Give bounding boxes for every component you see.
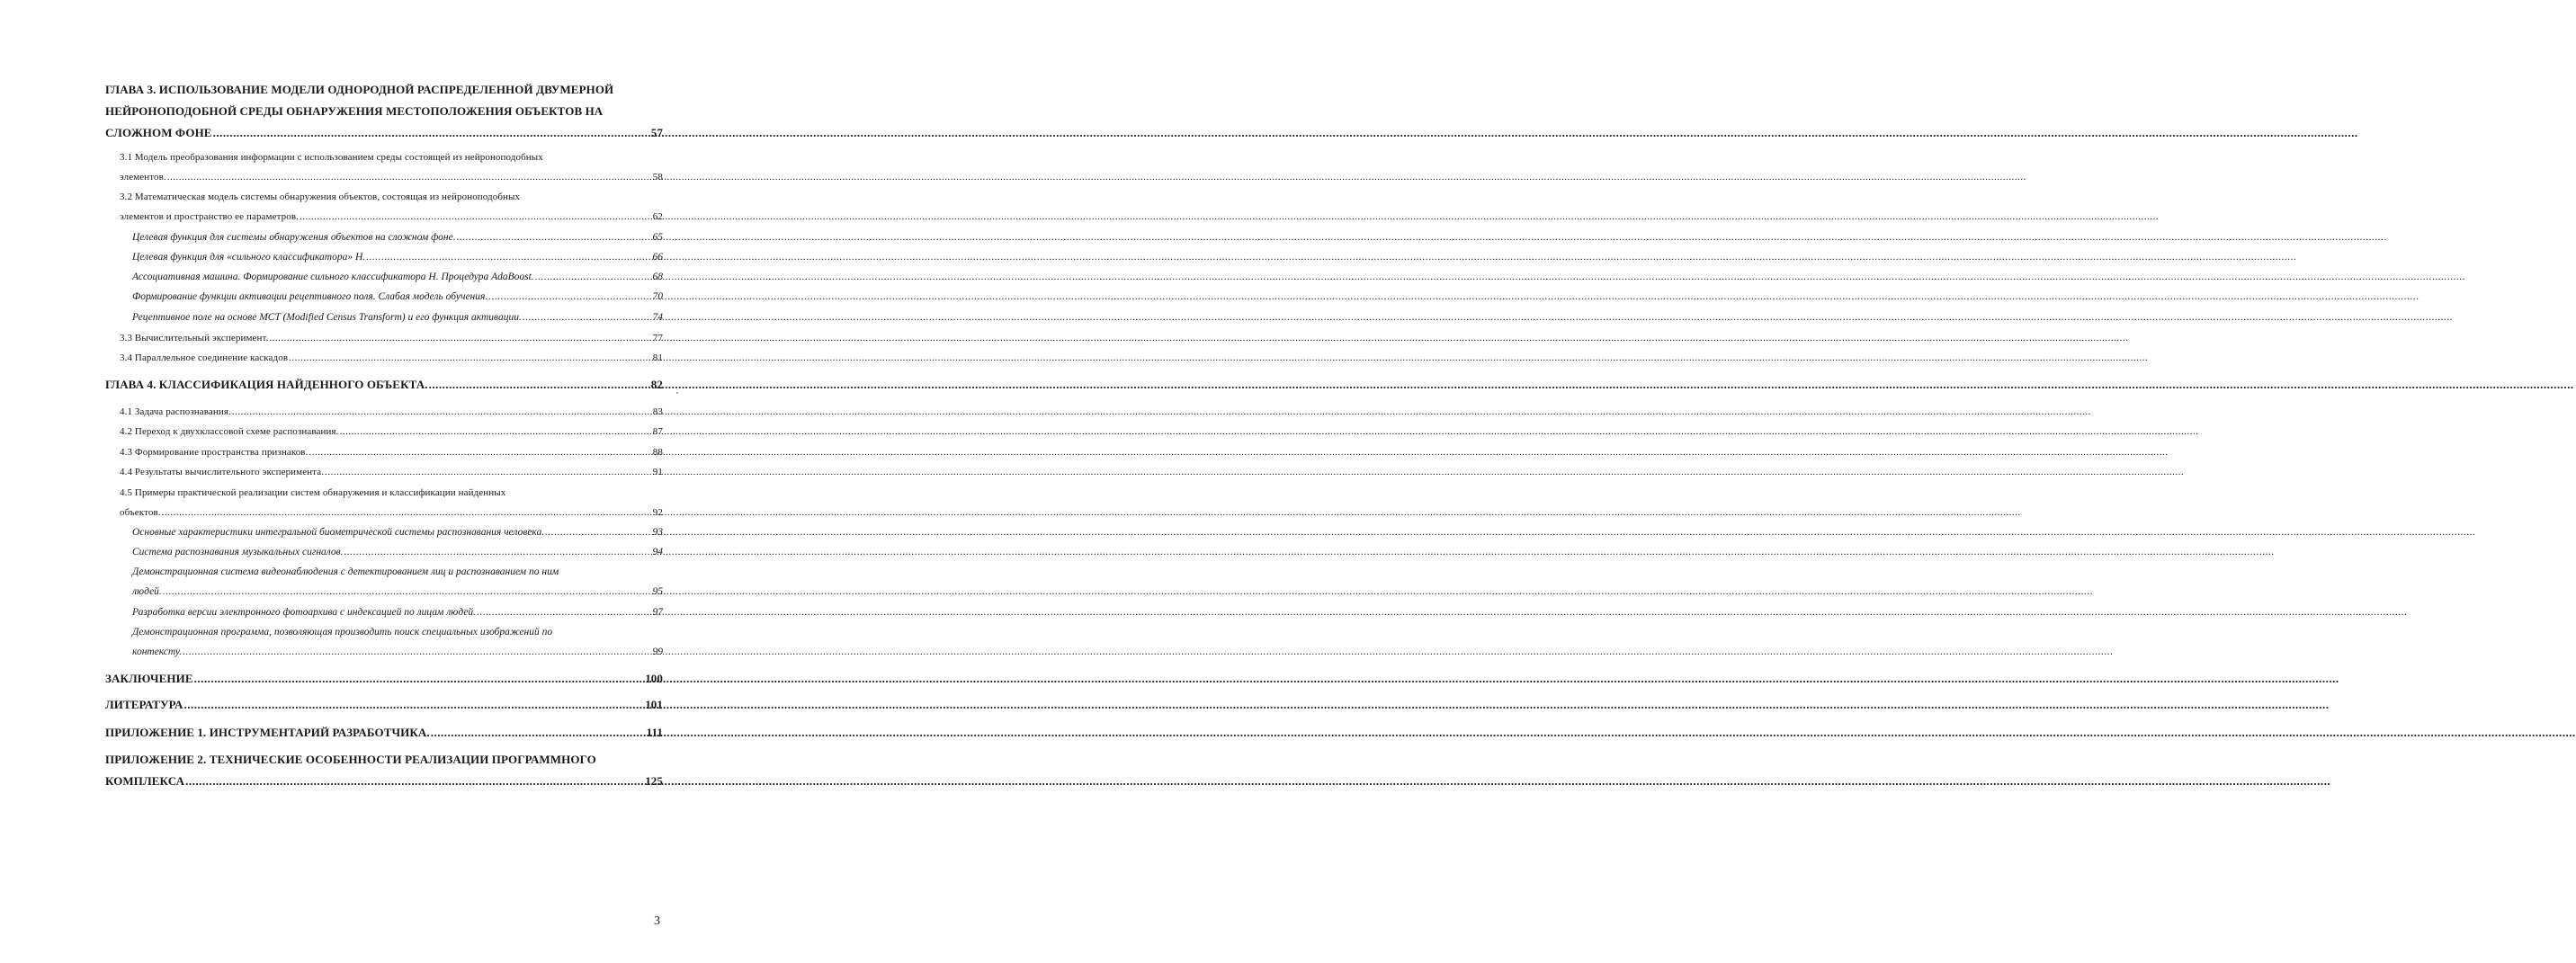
toc-chapter-3-line3: СЛОЖНОМ ФОНЕ — [105, 126, 212, 139]
toc-section-3-2[interactable] — [120, 187, 663, 227]
toc-section-3-3[interactable] — [120, 328, 663, 348]
toc-page-number: 65 — [652, 232, 663, 243]
toc-section-3-1-line2: элементов. — [120, 172, 166, 183]
toc-page-number: 66 — [652, 252, 663, 263]
toc-chapter-title: ЗАКЛЮЧЕНИЕ — [105, 672, 193, 685]
toc-subsection[interactable] — [132, 308, 663, 327]
toc-page-number: 99 — [652, 646, 663, 657]
toc-chapter-3-line1: ГЛАВА 3. ИСПОЛЬЗОВАНИЕ МОДЕЛИ ОДНОРОДНОЙ РАСПРЕДЕЛЕННОЙ ДВУМЕРНОЙ — [105, 83, 614, 96]
toc-section-3-2-line1: 3.2 Математическая модель системы обнаружения объектов, состоящая из нейроноподобных — [120, 192, 521, 202]
toc-subsection-title: Ассоциативная машина. Формирование сильного классификатора H. Процедура AdaBoost. — [132, 272, 534, 282]
toc-subsection-line1: Демонстрационная система видеонаблюдения с детектированием лиц и распознаванием по ним — [132, 566, 559, 577]
leader-dots — [194, 668, 645, 690]
toc-appendix-2-line1: ПРИЛОЖЕНИЕ 2. ТЕХНИЧЕСКИЕ ОСОБЕННОСТИ РЕАЛИЗАЦИИ ПРОГРАММНОГО — [105, 753, 596, 766]
leader-dots — [183, 642, 651, 662]
page-number: 3 — [654, 914, 660, 928]
toc-subsection-title: Целевая функция для «сильного классификатора» H. — [132, 252, 366, 263]
toc-page-number: 91 — [652, 467, 663, 477]
toc-page-number: 87 — [652, 426, 663, 437]
toc-appendix-2[interactable] — [105, 749, 663, 792]
toc-section-title: 4.2 Переход к двухклассовой схеме распознавания. — [120, 426, 339, 437]
toc-chapter-title: ПРИЛОЖЕНИЕ 1. ИНСТРУМЕНТАРИЙ РАЗРАБОТЧИКА. — [105, 726, 430, 739]
toc-page-number: 101 — [645, 698, 663, 711]
leader-dots — [429, 374, 650, 396]
toc-subsection-title: Формирование функции активации рецептивного поля. Слабая модель обучения. — [132, 291, 488, 302]
toc-conclusion[interactable] — [105, 668, 663, 690]
toc-subsection-title: Система распознавания музыкальных сигналов. — [132, 547, 344, 557]
toc-subsection-title: Целевая функция для системы обнаружения объектов на сложном фоне. — [132, 232, 456, 243]
document-page — [0, 0, 712, 963]
toc-page-number: 68 — [652, 272, 663, 282]
toc-subsection-title: Основные характеристики интегральной биометрической системы распознавания человека. — [132, 527, 545, 538]
toc-subsection[interactable] — [132, 227, 663, 247]
toc-page-number: 88 — [652, 447, 663, 458]
toc-chapter-3[interactable] — [105, 79, 663, 144]
toc-page-number: 92 — [652, 507, 663, 518]
toc-subsection[interactable] — [132, 562, 663, 602]
toc-page-number: 77 — [652, 333, 663, 343]
toc-page-number: 125 — [645, 774, 663, 788]
toc-appendix-1[interactable] — [105, 722, 663, 744]
toc-section-4-5-line2: объектов. — [120, 507, 161, 518]
toc-section-title: 4.1 Задача распознавания. — [120, 406, 231, 417]
toc-page-number: 82 — [650, 378, 663, 391]
toc-page-number: 83 — [652, 406, 663, 417]
toc-subsection[interactable] — [132, 622, 663, 662]
toc-page-number: 70 — [652, 291, 663, 302]
leader-dots — [289, 348, 652, 368]
leader-dots — [431, 722, 646, 744]
toc-subsection[interactable] — [132, 287, 663, 307]
toc-page-number: 97 — [652, 607, 663, 618]
toc-page-number: 62 — [652, 211, 663, 222]
toc-section-4-5[interactable] — [120, 483, 663, 522]
toc-subsection[interactable] — [132, 602, 663, 622]
leader-dots — [545, 522, 651, 542]
leader-dots — [185, 771, 644, 792]
leader-dots — [523, 308, 652, 327]
leader-dots — [488, 287, 651, 307]
toc-subsection-line2: людей. — [132, 586, 162, 597]
toc-section-4-5-line1: 4.5 Примеры практической реализации систем обнаружения и классификации найденных — [120, 487, 506, 498]
toc-page-number: 81 — [652, 352, 663, 363]
leader-dots — [163, 582, 652, 602]
leader-dots — [213, 122, 650, 144]
toc-section-title: 3.4 Параллельное соединение каскадов — [120, 352, 289, 363]
toc-section-3-2-line2: элементов и пространство ее параметров. — [120, 211, 299, 222]
toc-chapter-4[interactable] — [105, 374, 663, 396]
toc-page-number: 100 — [645, 672, 663, 685]
toc-subsection-title: Разработка версии электронного фотоархива с индексацией по лицам людей. — [132, 607, 477, 618]
toc-page-number: 93 — [652, 527, 663, 538]
toc-page-number: 74 — [652, 312, 663, 323]
scan-speck — [676, 392, 678, 394]
toc-section-title: 3.3 Вычислительный эксперимент. — [120, 333, 269, 343]
leader-dots — [162, 503, 652, 522]
toc-section-3-1-line1: 3.1 Модель преобразования информации с использованием среды состоящей из нейроноподобных — [120, 152, 543, 163]
toc-chapter-title: ГЛАВА 4. КЛАССИФИКАЦИЯ НАЙДЕННОГО ОБЪЕКТА. — [105, 378, 428, 391]
toc-page-number: 58 — [652, 172, 663, 183]
toc-chapter-title: ЛИТЕРАТУРА — [105, 698, 183, 711]
toc-page-number: 57 — [650, 126, 663, 139]
leader-dots — [344, 542, 652, 562]
toc-subsection[interactable] — [132, 542, 663, 562]
toc-page-number: 111 — [646, 726, 663, 739]
leader-dots — [325, 462, 652, 482]
leader-dots — [309, 442, 651, 462]
leader-dots — [477, 602, 651, 622]
toc-section-3-1[interactable] — [120, 147, 663, 187]
leader-dots — [167, 167, 652, 187]
leader-dots — [269, 328, 651, 348]
toc-literature[interactable] — [105, 694, 663, 716]
toc-subsection[interactable] — [132, 267, 663, 287]
toc-section-3-4[interactable] — [120, 348, 663, 368]
leader-dots — [300, 207, 652, 227]
toc-subsection[interactable] — [132, 247, 663, 267]
toc-subsection-line1: Демонстрационная программа, позволяющая производить поиск специальных изображений по — [132, 627, 553, 638]
toc-section-title: 4.4 Результаты вычислительного эксперимента. — [120, 467, 325, 477]
toc-section-4-3[interactable] — [120, 442, 663, 462]
toc-subsection-title: Рецептивное поле на основе MCT (Modified Census Transform) и его функция активации. — [132, 312, 522, 323]
toc-subsection[interactable] — [132, 522, 663, 542]
leader-dots — [535, 267, 652, 287]
toc-subsection-line2: контексту. — [132, 646, 183, 657]
toc-section-4-1[interactable] — [120, 402, 663, 422]
toc-section-title: 4.3 Формирование пространства признаков. — [120, 447, 309, 458]
leader-dots — [232, 402, 652, 422]
toc-page-number: 95 — [652, 586, 663, 597]
leader-dots — [457, 227, 652, 247]
toc-chapter-3-line2: НЕЙРОНОПОДОБНОЙ СРЕДЫ ОБНАРУЖЕНИЯ МЕСТОПОЛОЖЕНИЯ ОБЪЕКТОВ НА — [105, 104, 604, 118]
leader-dots — [366, 247, 651, 267]
leader-dots — [339, 422, 651, 441]
toc-appendix-2-line2: КОМПЛЕКСА — [105, 774, 185, 788]
toc-page-number: 94 — [652, 547, 663, 557]
toc-section-4-2[interactable] — [120, 422, 663, 441]
leader-dots — [184, 694, 645, 716]
toc-section-4-4[interactable] — [120, 462, 663, 482]
